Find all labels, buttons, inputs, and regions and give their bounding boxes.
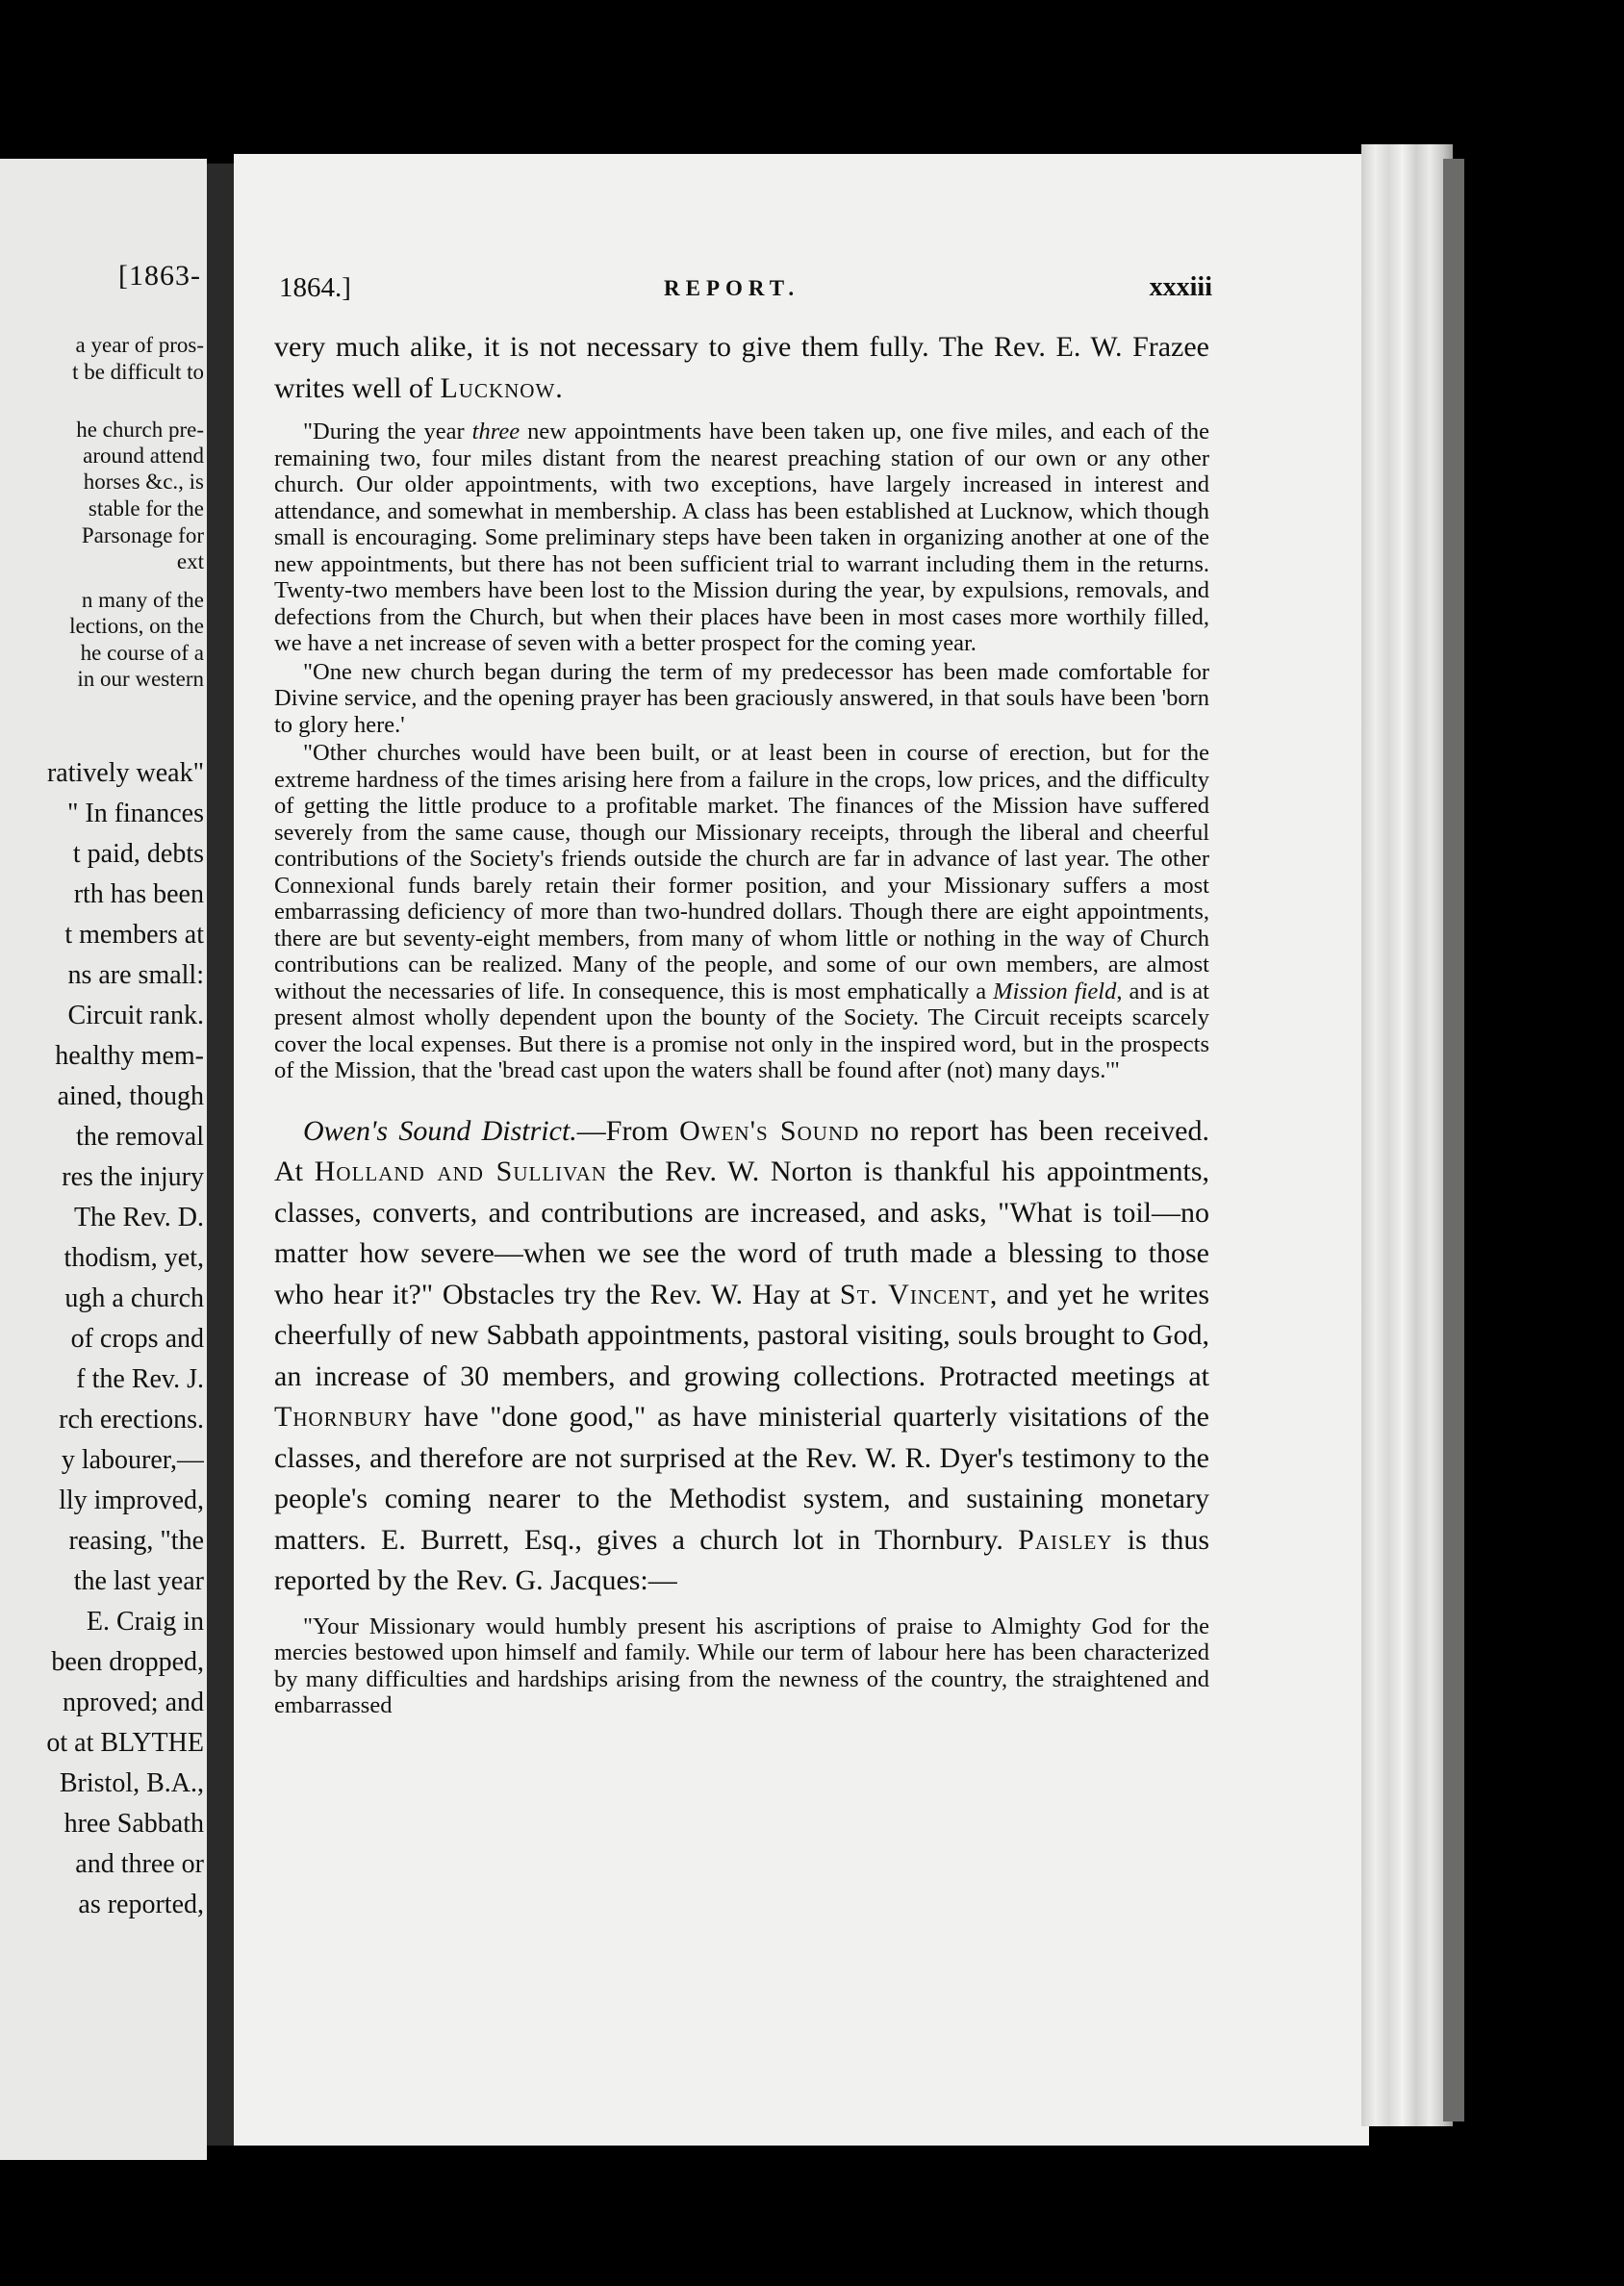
left-page-line: a year of pros- (75, 333, 204, 357)
header-year: 1864.] (279, 272, 351, 303)
left-page-line: ratively weak" (46, 758, 204, 788)
left-page-line: ext (176, 549, 204, 573)
quote-paisley: "Your Missionary would humbly present his ascriptions of praise to Almighty God for the mercies bestowed upon himself and family. While our term of labour here has been characterized by many difficulties and hardships arising from the newness of the country, the straightened and embarrassed (274, 1613, 1209, 1718)
left-page-line: " In finances (66, 799, 204, 828)
left-page-line: been dropped, (51, 1647, 204, 1677)
left-page-line: nproved; and (63, 1688, 204, 1717)
page-body (274, 327, 1209, 1719)
page-number: xxxiii (1149, 272, 1212, 302)
district-heading: Owen's Sound District. (303, 1114, 577, 1147)
left-page-line: ained, though (57, 1081, 204, 1111)
left-page-line: lly improved, (59, 1486, 204, 1515)
owens-sound-paragraph: Owen's Sound District.—From Owen's Sound no report has been received. At Holland and Sullivan the Rev. W. Norton is thankful his appointments, classes, converts, and contributions are increased, and asks, "What is toil—no matter how severe—when we see the word of truth made a blessing to those who hear it?" Obstacles try the Rev. W. Hay at St. Vincent, and yet he writes cheerfully of new Sabbath appointments, pastoral visiting, souls brought to God, an increase of 30 members, and growing collections. Protracted meetings at Thornbury have "done good," as have ministerial quarterly visitations of the classes, and therefore are not surprised at the Rev. W. R. Dyer's testimony to the people's coming nearer to the Methodist system, and sustaining monetary matters. E. Burrett, Esq., gives a church lot in Thornbury. Paisley is thus reported by the Rev. G. Jacques:— (274, 1114, 1210, 1596)
left-page-line: E. Craig in (86, 1607, 204, 1637)
left-page-line: as reported, (78, 1890, 204, 1919)
book-cover-edge (1443, 159, 1464, 2121)
quote-lucknow-p1: "During the year three new appointments have been taken up, one five miles, and each of the remaining two, four miles distant from the nearest preaching station of our own or any other church. Our older appointments, with two exceptions, have largely increased in interest and attendance, and somewhat in membership. A class has been established at Lucknow, which though small is encouraging. Some preliminary steps have been taken in organizing another at one of the new appointments, but there has not been sufficient trial to warrant including them in the returns. Twenty-two members have been lost to the Mission during the year, by expulsions, removals, and defections from the Church, but when their places have been in most cases more worthily filled, we have a net increase of seven with a better prospect for the coming year. (274, 419, 1210, 656)
left-page-header: [1863- (118, 260, 201, 292)
left-page-line: the last year (73, 1566, 204, 1596)
quote-lucknow-p2: "One new church began during the term of my predecessor has been made comfortable for Divine service, and the opening prayer has been graciously answered, in that souls have been 'born to glory here.' (274, 658, 1209, 738)
place-st-vincent: St. Vincent (839, 1278, 990, 1310)
book-gutter (207, 164, 234, 2146)
left-page-line: y labourer,— (61, 1445, 204, 1475)
left-page-line: thodism, yet, (63, 1243, 204, 1273)
left-page-line: healthy mem- (55, 1041, 204, 1071)
left-page-line: he course of a (80, 641, 204, 665)
left-page-line: t members at (64, 920, 204, 950)
left-page (0, 159, 207, 2160)
left-page-line: res the injury (62, 1162, 204, 1192)
running-header (279, 272, 1212, 311)
left-page-line: reasing, "the (68, 1526, 204, 1556)
left-page-line: in our western (77, 667, 204, 691)
left-page-line: Bristol, B.A., (59, 1768, 204, 1798)
left-page-line: and three or (75, 1849, 204, 1879)
place-holland-sullivan: Holland and Sullivan (314, 1156, 607, 1187)
left-page-line: t be difficult to (72, 360, 204, 384)
left-page-line: he church pre- (76, 418, 204, 442)
left-page-line: horses &c., is (83, 470, 204, 494)
left-page-line: lections, on the (69, 614, 204, 638)
header-title: REPORT. (664, 276, 800, 300)
left-page-line: ugh a church (64, 1283, 204, 1313)
left-page-line: t paid, debts (72, 839, 204, 869)
left-page-line: ot at BLYTHE (46, 1728, 204, 1758)
left-page-line: ns are small: (67, 960, 204, 990)
quote-lucknow-p3: "Other churches would have been built, or at least been in course of erection, but for the extreme hardness of the times arising here from a failure in the crops, low prices, and the difficulty of getting the little produce to a profitable market. The finances of the Mission have suffered severely from the same cause, though our Missionary receipts, through the liberal and cheerful contributions of the Society's friends outside the church are far in advance of last year. The other Connexional funds barely retain their former position, and your Missionary suffers a most embarrassing deficiency of more than two-hundred dollars. Though there are eight appointments, there are but seventy-eight members, from many of whom little or nothing in the way of Church contributions can be realized. Many of the people, and some of our own members, are almost without the necessaries of life. In consequence, this is most emphatically a Mission field, and is at present almost wholly dependent upon the bounty of the Society. The Circuit receipts scarcely cover the local expenses. But there is a promise not only in the inspired word, but in the prospects of the Mission, that the 'bread cast upon the waters shall be found after (not) many days.'" (274, 740, 1209, 1083)
intro-paragraph: very much alike, it is not necessary to give them fully. The Rev. E. W. Frazee writes well of Lucknow. (274, 331, 1209, 404)
left-page-line: f the Rev. J. (76, 1364, 204, 1394)
place-paisley: Paisley (1018, 1523, 1113, 1556)
place-lucknow: Lucknow (440, 371, 556, 404)
place-owens-sound: Owen's Sound (679, 1114, 860, 1147)
place-thornbury: Thornbury (274, 1401, 414, 1433)
left-page-line: Circuit rank. (67, 1001, 204, 1030)
left-page-line: n many of the (81, 588, 204, 612)
left-page-line: rth has been (73, 879, 204, 909)
left-page-line: hree Sabbath (63, 1809, 204, 1839)
left-page-line: the removal (76, 1122, 204, 1152)
left-page-line: stable for the (88, 496, 204, 521)
left-page-line: around attend (83, 444, 204, 468)
left-page-line: The Rev. D. (73, 1203, 204, 1232)
page-edges (1361, 144, 1453, 2126)
left-page-line: Parsonage for (81, 523, 204, 547)
left-page-line: of crops and (70, 1324, 204, 1354)
left-page-line: rch erections. (59, 1405, 204, 1435)
